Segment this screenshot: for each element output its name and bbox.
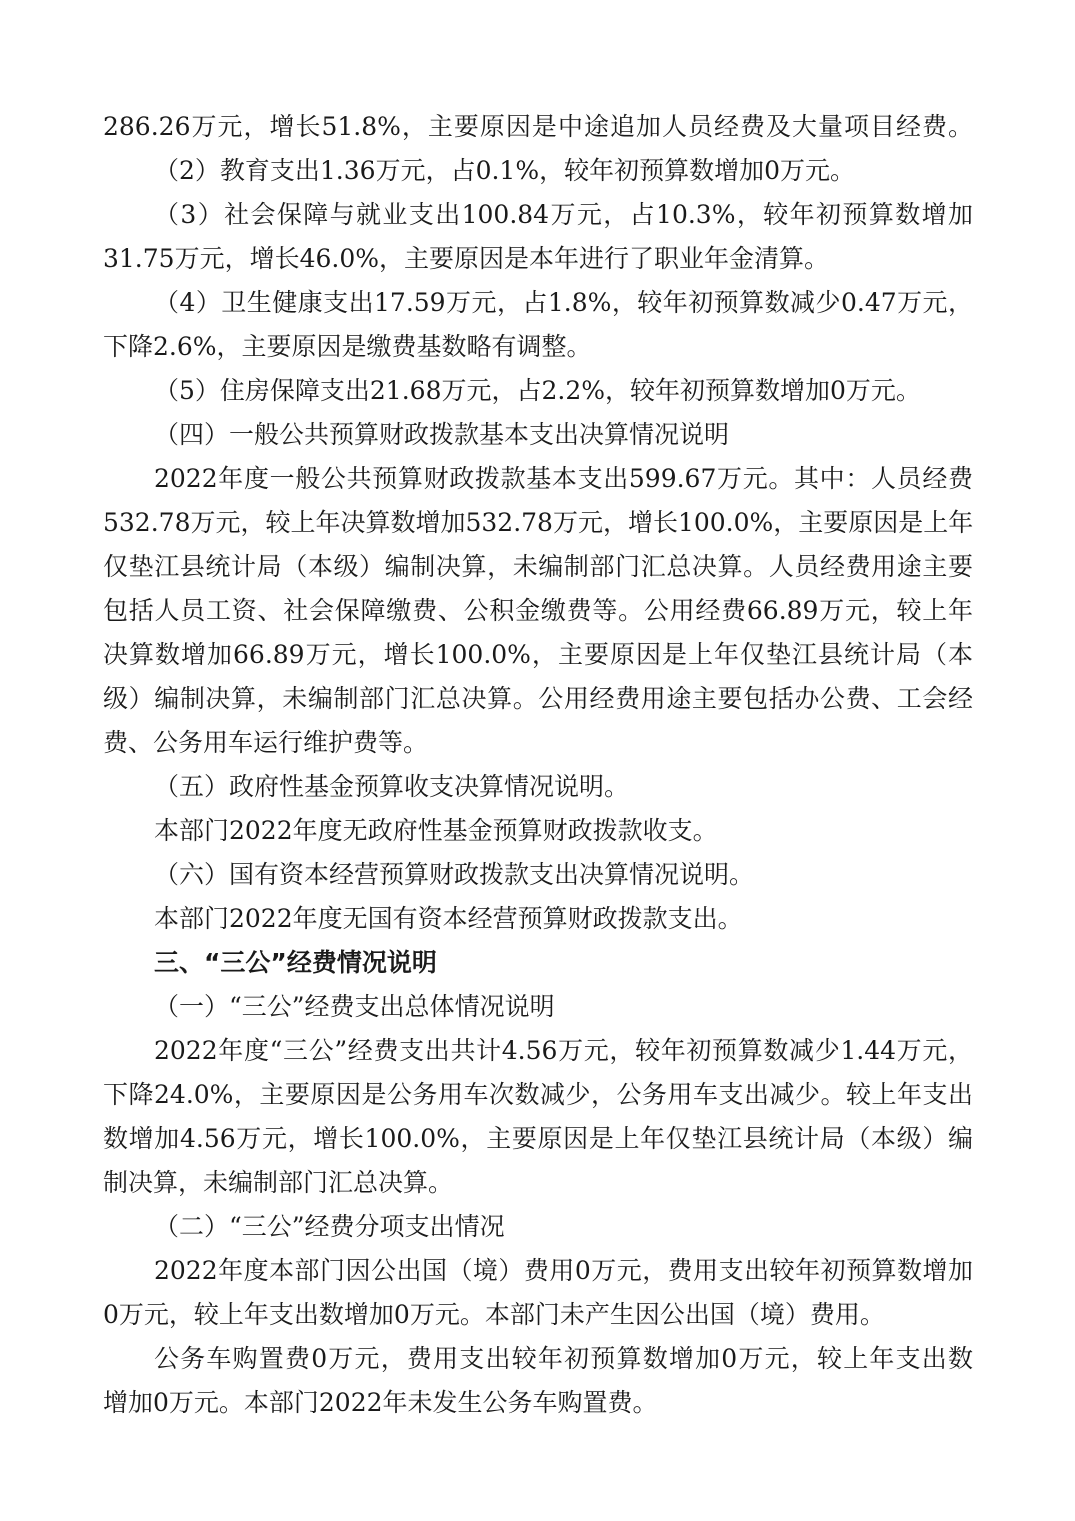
paragraph-line: 数增加4.56万元，增长100.0%，主要原因是上年仅垫江县统计局（本级）编 (103, 1124, 973, 1153)
paragraph-line: 下降2.6%，主要原因是缴费基数略有调整。 (103, 332, 592, 361)
paragraph-line: （5）住房保障支出21.68万元，占2.2%，较年初预算数增加0万元。 (154, 376, 921, 405)
paragraph-line: 下降24.0%，主要原因是公务用车次数减少，公务用车支出减少。较上年支出 (103, 1080, 973, 1109)
paragraph-line: 本部门2022年度无政府性基金预算财政拨款收支。 (154, 816, 718, 845)
paragraph-line: 2022年度一般公共预算财政拨款基本支出599.67万元。其中：人员经费 (154, 464, 973, 493)
paragraph-line: 286.26万元，增长51.8%，主要原因是中途追加人员经费及大量项目经费。 (103, 112, 973, 141)
section-heading: （二）“三公”经费分项支出情况 (154, 1212, 505, 1241)
paragraph-line: （2）教育支出1.36万元，占0.1%，较年初预算数增加0万元。 (154, 156, 855, 185)
paragraph-line: 增加0万元。本部门2022年未发生公务车购置费。 (103, 1388, 658, 1417)
chapter-heading: 三、“三公”经费情况说明 (154, 948, 437, 977)
paragraph-line: 制决算，未编制部门汇总决算。 (103, 1168, 454, 1197)
section-heading: （五）政府性基金预算收支决算情况说明。 (154, 772, 630, 801)
paragraph-line: 本部门2022年度无国有资本经营预算财政拨款支出。 (154, 904, 743, 933)
paragraph-line: 包括人员工资、社会保障缴费、公积金缴费等。公用经费66.89万元，较上年 (103, 596, 973, 625)
paragraph-line: 0万元，较上年支出数增加0万元。本部门未产生因公出国（境）费用。 (103, 1300, 885, 1329)
paragraph-line: 2022年度“三公”经费支出共计4.56万元，较年初预算数减少1.44万元， (154, 1036, 973, 1065)
paragraph-line: 仅垫江县统计局（本级）编制决算，未编制部门汇总决算。人员经费用途主要 (103, 552, 973, 581)
section-heading: （一）“三公”经费支出总体情况说明 (154, 992, 555, 1021)
section-heading: （四）一般公共预算财政拨款基本支出决算情况说明 (154, 420, 730, 449)
paragraph-line: 公务车购置费0万元，费用支出较年初预算数增加0万元，较上年支出数 (154, 1344, 973, 1373)
paragraph-line: （4）卫生健康支出17.59万元，占1.8%，较年初预算数减少0.47万元， (154, 288, 973, 317)
section-heading: （六）国有资本经营预算财政拨款支出决算情况说明。 (154, 860, 755, 889)
paragraph-line: 31.75万元，增长46.0%，主要原因是本年进行了职业年金清算。 (103, 244, 829, 273)
paragraph-line: 级）编制决算，未编制部门汇总决算。公用经费用途主要包括办公费、工会经 (103, 684, 973, 713)
paragraph-line: 决算数增加66.89万元，增长100.0%，主要原因是上年仅垫江县统计局（本 (103, 640, 973, 669)
paragraph-line: 2022年度本部门因公出国（境）费用0万元，费用支出较年初预算数增加 (154, 1256, 973, 1285)
paragraph-line: 费、公务用车运行维护费等。 (103, 728, 429, 757)
paragraph-line: 532.78万元，较上年决算数增加532.78万元，增长100.0%，主要原因是上年 (103, 508, 974, 537)
paragraph-line: （3）社会保障与就业支出100.84万元，占10.3%，较年初预算数增加 (154, 200, 973, 229)
